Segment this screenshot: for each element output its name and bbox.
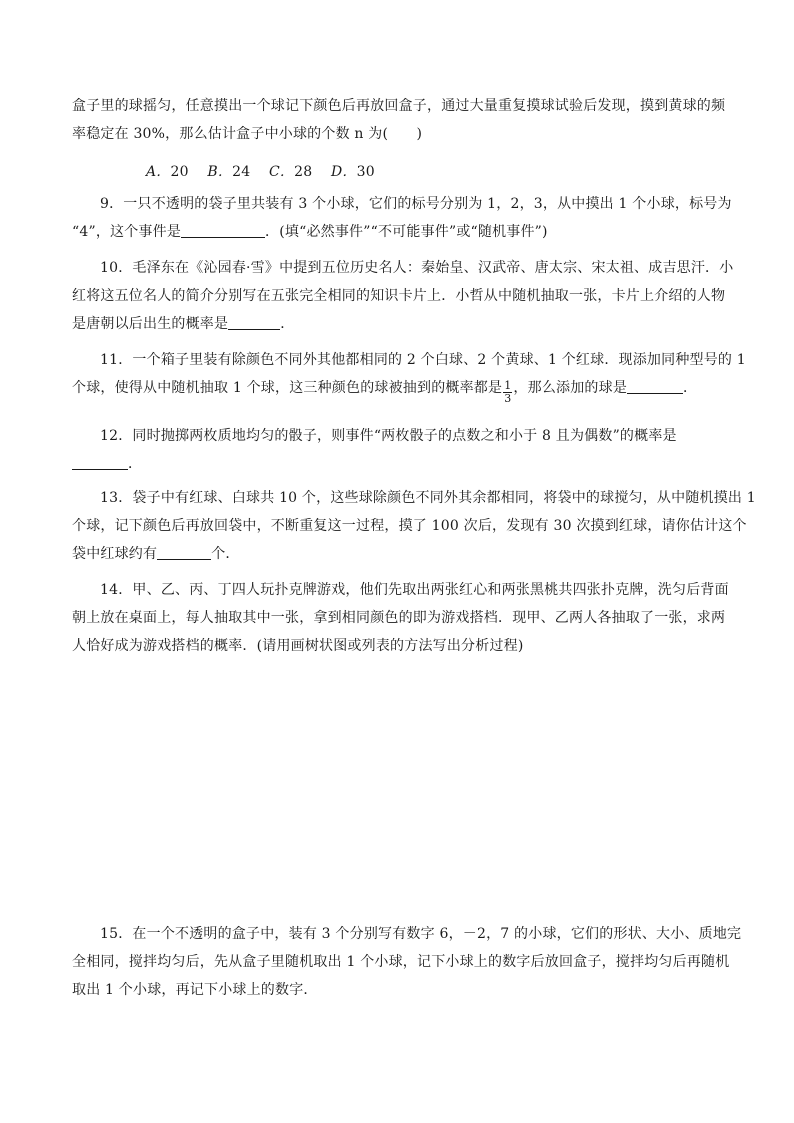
question-13 xyxy=(72,484,756,568)
q8-options xyxy=(146,158,546,186)
q9-answer-blank[interactable] xyxy=(181,221,265,238)
question-14 xyxy=(72,576,729,660)
q14-line-3: 人恰好成为游戏搭档的概率．(请用画树状图或列表的方法写出分析过程) xyxy=(72,638,524,654)
option-b-text: 24 xyxy=(232,164,251,180)
q10-line-3-start: 是唐朝以后出生的概率是 xyxy=(72,316,229,332)
q12-line-2: ． xyxy=(128,456,143,472)
q14-line-1: 14．甲、乙、丙、丁四人玩扑克牌游戏，他们先取出两张红心和两张黑桃共四张扑克牌，洗匀后背面 xyxy=(100,582,729,598)
q9-line-2-start: “4”，这个事件是 xyxy=(72,224,182,240)
question-8-continued xyxy=(72,92,724,148)
option-c-text: 28 xyxy=(294,164,313,180)
q13-answer-blank[interactable] xyxy=(157,543,211,560)
fraction-numerator: 1 xyxy=(504,379,512,392)
q10-line-2: 红将这五位名人的简介分别写在五张完全相同的知识卡片上．小哲从中随机抽取一张，卡片上介绍的人物 xyxy=(72,288,726,304)
option-b-letter: B． xyxy=(207,164,233,180)
q9-line-2-end: ．(填“必然事件”“不可能事件”或“随机事件”) xyxy=(265,224,548,240)
q13-line-3-start: 袋中红球约有 xyxy=(72,546,158,562)
q15-line-2: 全相同，搅拌均匀后，先从盒子里随机取出 1 个小球，记下小球上的数字后放回盒子，搅拌均匀后再随机 xyxy=(72,954,730,970)
q14-line-2: 朝上放在桌面上，每人抽取其中一张，拿到相同颜色的即为游戏搭档．现甲、乙两人各抽取了一张，求两 xyxy=(72,610,726,626)
question-15 xyxy=(72,920,742,1004)
option-a-letter: A． xyxy=(146,164,171,180)
q11-line-1: 11．一个箱子里装有除颜色不同外其他都相同的 2 个白球、2 个黄球、1 个红球．现添加同种型号的 1 xyxy=(100,352,746,368)
q13-line-2: 个球，记下颜色后再放回袋中，不断重复这一过程，摸了 100 次后，发现有 30 次摸到红球，请你估计这个 xyxy=(72,518,747,534)
option-a-text: 20 xyxy=(170,164,189,180)
one-third-fraction xyxy=(503,380,512,405)
q9-line-1: 9．一只不透明的袋子里共装有 3 个小球，它们的标号分别为 1，2，3，从中摸出 1 个小球，标号为 xyxy=(100,196,732,212)
q8-line-1: 盒子里的球摇匀，任意摸出一个球记下颜色后再放回盒子，通过大量重复摸球试验后发现，摸到黄球的频 xyxy=(72,98,726,114)
option-d-text: 30 xyxy=(356,164,375,180)
question-10 xyxy=(72,254,734,338)
q15-line-3: 取出 1 个小球，再记下小球上的数字． xyxy=(72,982,318,998)
option-d-letter: D． xyxy=(330,164,357,180)
q15-line-1: 15．在一个不透明的盒子中，装有 3 个分别写有数字 6，－2，7 的小球，它们的形状、大小、质地完 xyxy=(100,926,742,942)
question-9 xyxy=(72,190,732,246)
q11-line-2-middle: ，那么添加的球是 xyxy=(513,380,628,396)
q13-line-3-end: 个． xyxy=(211,546,240,562)
fraction-denominator: 3 xyxy=(504,392,512,405)
q10-line-3-end: ． xyxy=(280,316,295,332)
q10-line-1: 10．毛泽东在《沁园春·雪》中提到五位历史名人：秦始皇、汉武帝、唐太宗、宋太祖、成吉思汗．小 xyxy=(100,260,734,276)
q8-line-2: 率稳定在 30%，那么估计盒子中小球的个数 n 为( ) xyxy=(72,126,423,142)
question-12 xyxy=(72,422,724,478)
q10-answer-blank[interactable] xyxy=(228,313,280,330)
q12-answer-blank[interactable] xyxy=(72,453,128,470)
q13-line-1: 13．袋子中有红球、白球共 10 个，这些球除颜色不同外其余都相同，将袋中的球搅匀，从中随机摸出 1 xyxy=(100,490,756,506)
option-c-letter: C． xyxy=(268,164,295,180)
q11-line-2-start: 个球，使得从中随机抽取 1 个球，这三种颜色的球被抽到的概率都是 xyxy=(72,380,503,396)
q12-line-1: 12．同时抛掷两枚质地均匀的骰子，则事件“两枚骰子的点数之和小于 8 且为偶数”的概率是 xyxy=(100,428,677,444)
q11-line-2-end: ． xyxy=(683,380,698,396)
question-11 xyxy=(72,346,746,405)
q11-answer-blank[interactable] xyxy=(627,377,683,394)
